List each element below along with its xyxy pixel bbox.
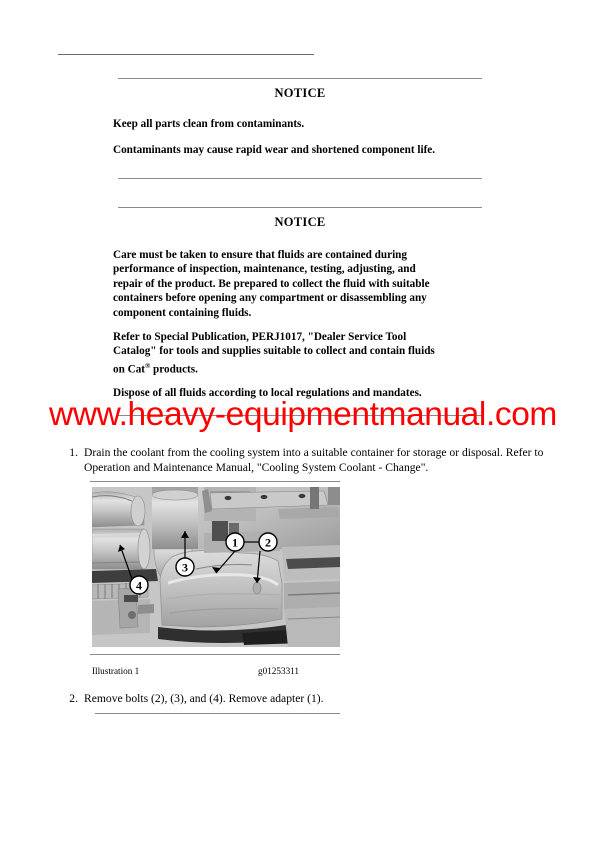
notice-1-paragraph-2: Contaminants may cause rapid wear and shortened component life. (113, 144, 436, 156)
notice-2-paragraph-1: Care must be taken to ensure that fluids are contained during performance of inspection, maintenance, testing, adjusting, and repair of the product. Be prepared to collect the fluid with suitable containers before opening any compartment or disassembling any component containing fluids. (113, 249, 430, 319)
notice-2-top-rule (118, 207, 482, 208)
registered-trademark-symbol: ® (145, 361, 151, 370)
notice-1-title: NOTICE (274, 86, 326, 100)
step-item-1 (60, 446, 550, 475)
notice-2-paragraph-2 (113, 330, 438, 377)
illustration-callout-4: 4 (136, 578, 142, 593)
illustration-caption-code: g01253311 (258, 666, 300, 676)
step-1-number: 1. (69, 446, 78, 459)
illustration-callout-2: 2 (265, 535, 271, 550)
illustration-callout-3: 3 (182, 560, 188, 575)
notice-1-bottom-rule (118, 178, 482, 179)
notice-1-paragraph-1: Keep all parts clean from contaminants. (113, 118, 305, 130)
illustration-top-rule (90, 481, 340, 482)
step-1-text: Drain the coolant from the cooling system into a suitable container for storage or disposal. Refer to Operation and Maintenance Manual, "Cooling System Coolant - Change". (84, 446, 544, 474)
notice-2-paragraph-3: Dispose of all fluids according to local regulations and mandates. (113, 387, 422, 399)
page-top-rule (58, 54, 314, 55)
notice-1-top-rule (118, 78, 482, 79)
step-2-number: 2. (69, 692, 78, 705)
notice-2-paragraph-2-text: Refer to Special Publication, PERJ1017, "Dealer Service Tool Catalog" for tools and supplies suitable to collect and contain fluids on Cat (113, 331, 435, 376)
site-watermark: www.heavy-equipmentmanual.com (49, 396, 557, 433)
illustration-bottom-rule (90, 654, 340, 655)
page-footer-rule (95, 713, 340, 714)
illustration-caption-label: Illustration 1 (92, 666, 140, 676)
illustration-callout-1: 1 (232, 535, 238, 550)
notice-2-title: NOTICE (274, 215, 326, 229)
illustration-image (92, 487, 340, 647)
illustration-photo-graphic (92, 487, 340, 647)
notice-2-paragraph-2-suffix: products. (150, 363, 198, 376)
step-item-2 (60, 692, 540, 707)
step-2-text: Remove bolts (2), (3), and (4). Remove adapter (1). (84, 692, 324, 705)
